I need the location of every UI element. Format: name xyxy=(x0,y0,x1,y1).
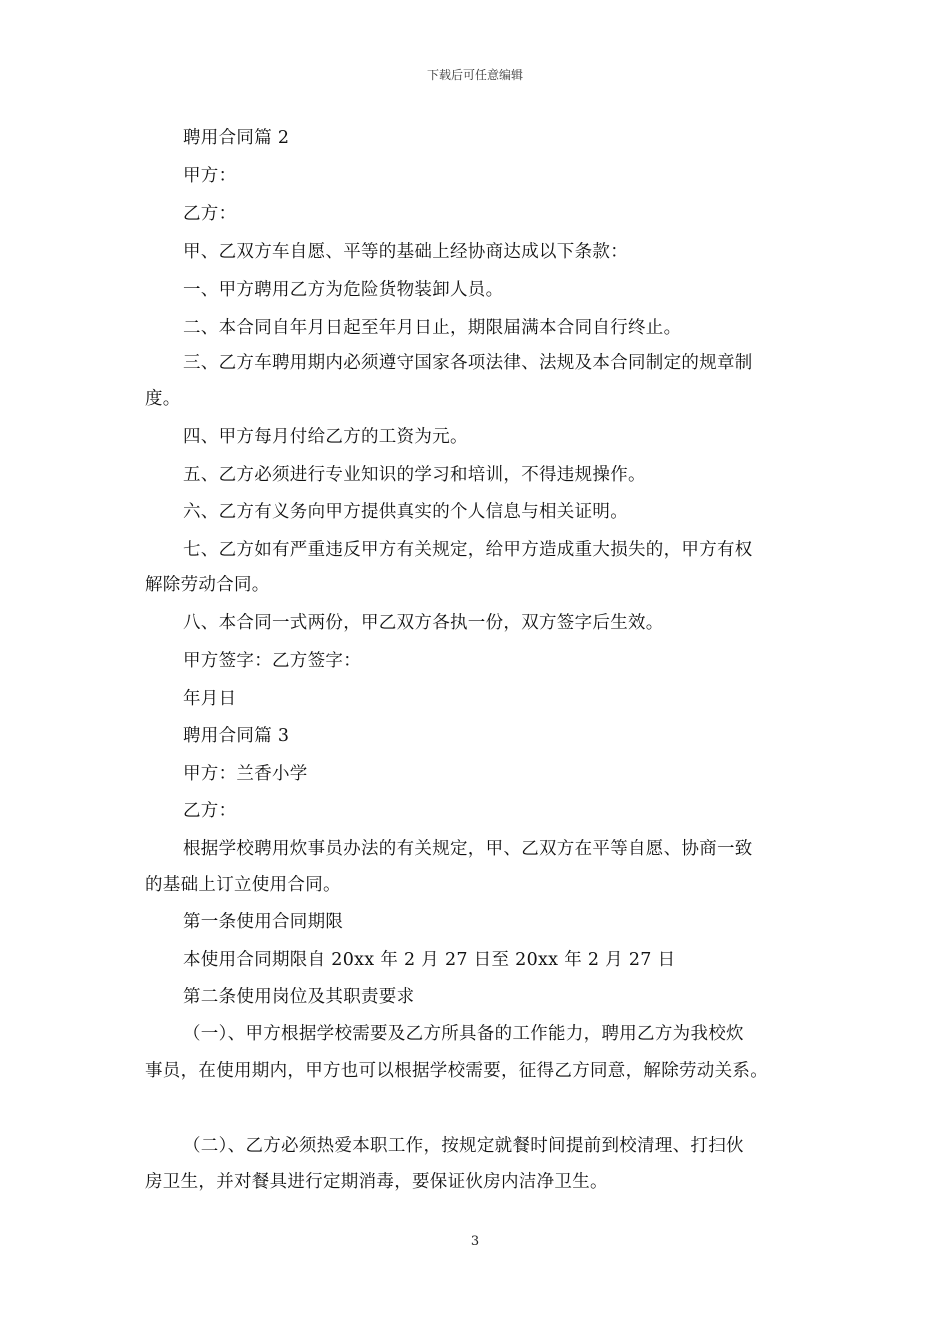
article-2-title: 第二条使用岗位及其职责要求 xyxy=(183,987,415,1007)
paragraph-line: 甲、乙双方车自愿、平等的基础上经协商达成以下条款： xyxy=(183,242,628,262)
party-b-line: 乙方： xyxy=(183,801,237,821)
party-b-line: 乙方： xyxy=(183,204,237,224)
clause-5: 五、乙方必须进行专业知识的学习和培训，不得违规操作。 xyxy=(183,465,646,485)
clause-1: 一、甲方聘用乙方为危险货物装卸人员。 xyxy=(183,280,504,300)
section-title-2: 聘用合同篇 2 xyxy=(183,128,290,148)
article-2-item-2-cont: 房卫生，并对餐具进行定期消毒，要保证伙房内洁净卫生。 xyxy=(145,1172,608,1192)
clause-3-cont: 度。 xyxy=(145,389,181,409)
page-header: 下载后可任意编辑 xyxy=(426,68,523,82)
signature-line: 甲方签字：乙方签字： xyxy=(183,651,361,671)
clause-7-cont: 解除劳动合同。 xyxy=(145,575,270,595)
clause-2: 二、本合同自年月日起至年月日止，期限届满本合同自行终止。 xyxy=(183,318,682,338)
page-number: 3 xyxy=(470,1234,480,1249)
clause-8: 八、本合同一式两份，甲乙双方各执一份，双方签字后生效。 xyxy=(183,613,664,633)
article-2-item-2: （二）、乙方必须热爱本职工作，按规定就餐时间提前到校清理、打扫伙 xyxy=(183,1136,744,1156)
article-1-text: 本使用合同期限自 20xx 年 2 月 27 日至 20xx 年 2 月 27 日 xyxy=(183,950,676,970)
article-1-title: 第一条使用合同期限 xyxy=(183,912,344,932)
article-2-item-1: （一）、甲方根据学校需要及乙方所具备的工作能力，聘用乙方为我校炊 xyxy=(183,1024,744,1044)
clause-7: 七、乙方如有严重违反甲方有关规定，给甲方造成重大损失的，甲方有权 xyxy=(183,540,753,560)
date-line: 年月日 xyxy=(183,689,237,709)
article-2-item-1-cont: 事员，在使用期内，甲方也可以根据学校需要，征得乙方同意，解除劳动关系。 xyxy=(145,1061,768,1081)
paragraph-line-cont: 的基础上订立使用合同。 xyxy=(145,875,341,895)
clause-4: 四、甲方每月付给乙方的工资为元。 xyxy=(183,427,468,447)
paragraph-line: 根据学校聘用炊事员办法的有关规定，甲、乙双方在平等自愿、协商一致 xyxy=(183,839,753,859)
party-a-line: 甲方：兰香小学 xyxy=(183,764,308,784)
clause-3: 三、乙方车聘用期内必须遵守国家各项法律、法规及本合同制定的规章制 xyxy=(183,353,753,373)
clause-6: 六、乙方有义务向甲方提供真实的个人信息与相关证明。 xyxy=(183,502,628,522)
party-a-line: 甲方： xyxy=(183,166,237,186)
section-title-3: 聘用合同篇 3 xyxy=(183,726,290,746)
